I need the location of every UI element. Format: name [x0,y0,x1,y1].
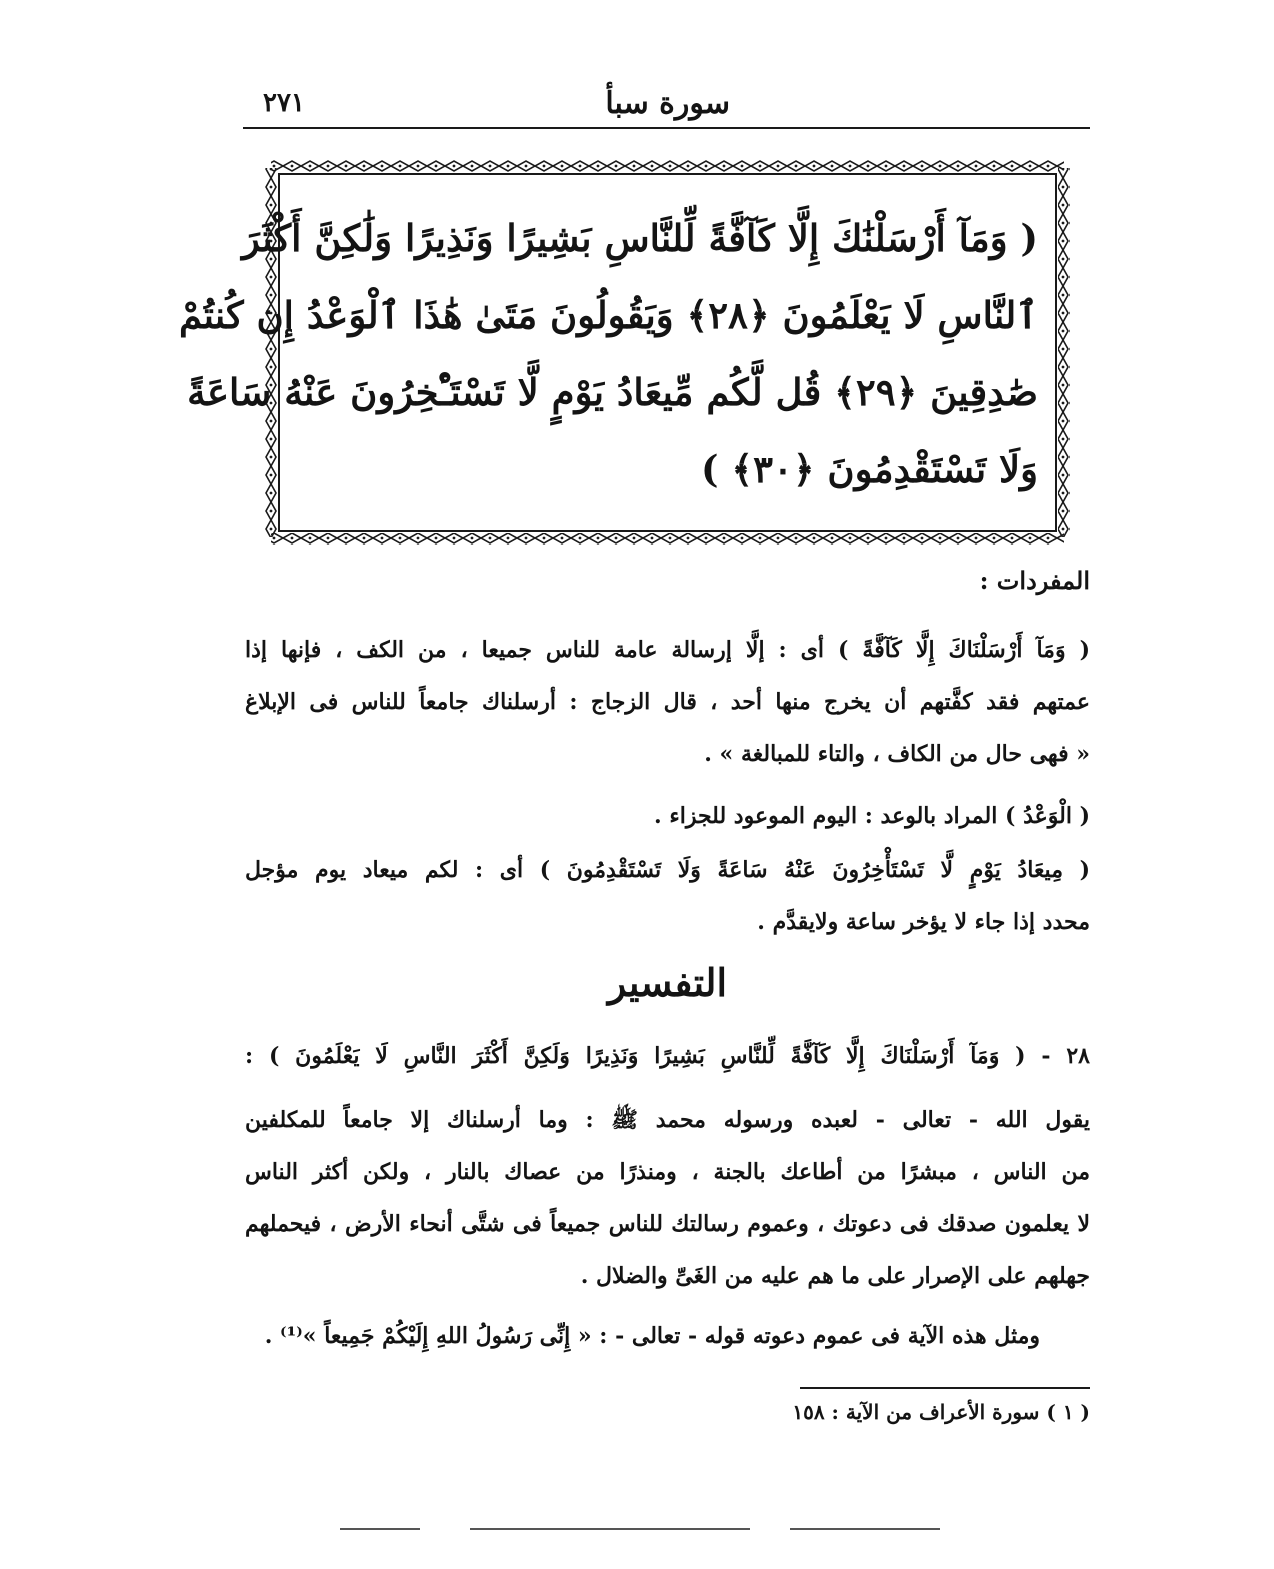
text-line: جهلهم على الإصرار على ما هم عليه من الغَىِّ والضلال . [580,1263,1090,1289]
bottom-divider [470,1528,750,1530]
bottom-divider [790,1528,940,1530]
text-line: من الناس ، مبشرًا من أطاعك بالجنة ، ومنذرًا من عصاك بالنار ، ولكن أكثر الناس [245,1159,1090,1185]
text-line: يقول الله - تعالى - لعبده ورسوله محمد ﷺ : وما أرسلناك إلا جامعاً للمكلفين [245,1107,1090,1133]
quran-verse-box [179,160,1070,545]
text-line: عمتهم فقد كفَّتهم أن يخرج منها أحد ، قال الزجاج : أرسلناك جامعاً للناس فى الإبلاغ [245,689,1090,715]
text-line: محدد إذا جاء لا يؤخر ساعة ولايقدَّم . [757,909,1090,935]
verse-line: وَلَا تَسْتَقْدِمُونَ ﴿٣٠﴾ ) [701,447,1038,491]
verse-line: ٱلنَّاسِ لَا يَعْلَمُونَ ﴿٢٨﴾ وَيَقُولُونَ مَتَىٰ هَٰذَا ٱلْوَعْدُ إِن كُنتُمْ [179,293,1038,337]
tafsir-paragraph [245,1094,1090,1302]
vocabulary-heading: المفردات : [979,566,1090,595]
bottom-divider [340,1528,420,1530]
text-line: ( وَمَآ أَرْسَلْنَاكَ إِلَّا كَآفَّةً ) أى : إلَّا إرسالة عامة للناس جميعا ، من الكف ، فإنها إذا [245,637,1090,663]
text-line: ( الْوَعْدُ ) المراد بالوعد : اليوم الموعود للجزاء . [654,803,1090,829]
vocab-entry-waad [245,790,1090,842]
text-line: ومثل هذه الآية فى عموم دعوته قوله - تعالى - : « إِنِّى رَسُولُ اللهِ إِلَيْكُمْ جَمِيعاً »⁽¹⁾ . [264,1323,1040,1349]
page-number: ٢٧١ [263,88,305,118]
vocab-entry-miaad [245,844,1090,948]
verse-line: ( وَمَآ أَرْسَلْنَٰكَ إِلَّا كَآفَّةً لِّلنَّاسِ بَشِيرًا وَنَذِيرًا وَلَٰكِنَّ أَكْثَرَ [241,216,1038,260]
verse-lines [179,200,1038,508]
footnote: ( ١ ) سورة الأعراف من الآية : ١٥٨ [792,1400,1090,1424]
header-divider [243,127,1090,129]
tafsir-heading: التفسير [607,960,728,1005]
vocab-entry-kaffa [245,624,1090,780]
tafsir-paragraph [245,1310,1090,1362]
text-line: ( مِيعَادُ يَوْمٍ لَّا تَسْتَأْخِرُونَ عَنْهُ سَاعَةً وَلَا تَسْتَقْدِمُونَ ) أى : لكم ميعاد يوم مؤجل [245,857,1090,883]
footnote-divider [800,1387,1090,1389]
tafsir-verse-ref [245,1030,1090,1082]
text-line: لا يعلمون صدقك فى دعوتك ، وعموم رسالتك للناس جميعاً فى شتَّى أنحاء الأرض ، فيحملهم [245,1211,1090,1237]
surah-title: سورة سبأ [605,86,730,121]
verse-line: صَٰدِقِينَ ﴿٢٩﴾ قُل لَّكُم مِّيعَادُ يَوْمٍ لَّا تَسْتَـْٔخِرُونَ عَنْهُ سَاعَةً [187,370,1038,414]
page-header [245,78,1090,126]
text-line: « فهى حال من الكاف ، والتاء للمبالغة » . [704,741,1090,767]
text-line: ٢٨ - ( وَمَآ أَرْسَلْنَاكَ إِلَّا كَآفَّةً لِّلنَّاسِ بَشِيرًا وَنَذِيرًا وَلَكِنَّ أَكْثَرَ النَّاسِ لَا يَعْلَمُونَ ) : [245,1043,1090,1069]
